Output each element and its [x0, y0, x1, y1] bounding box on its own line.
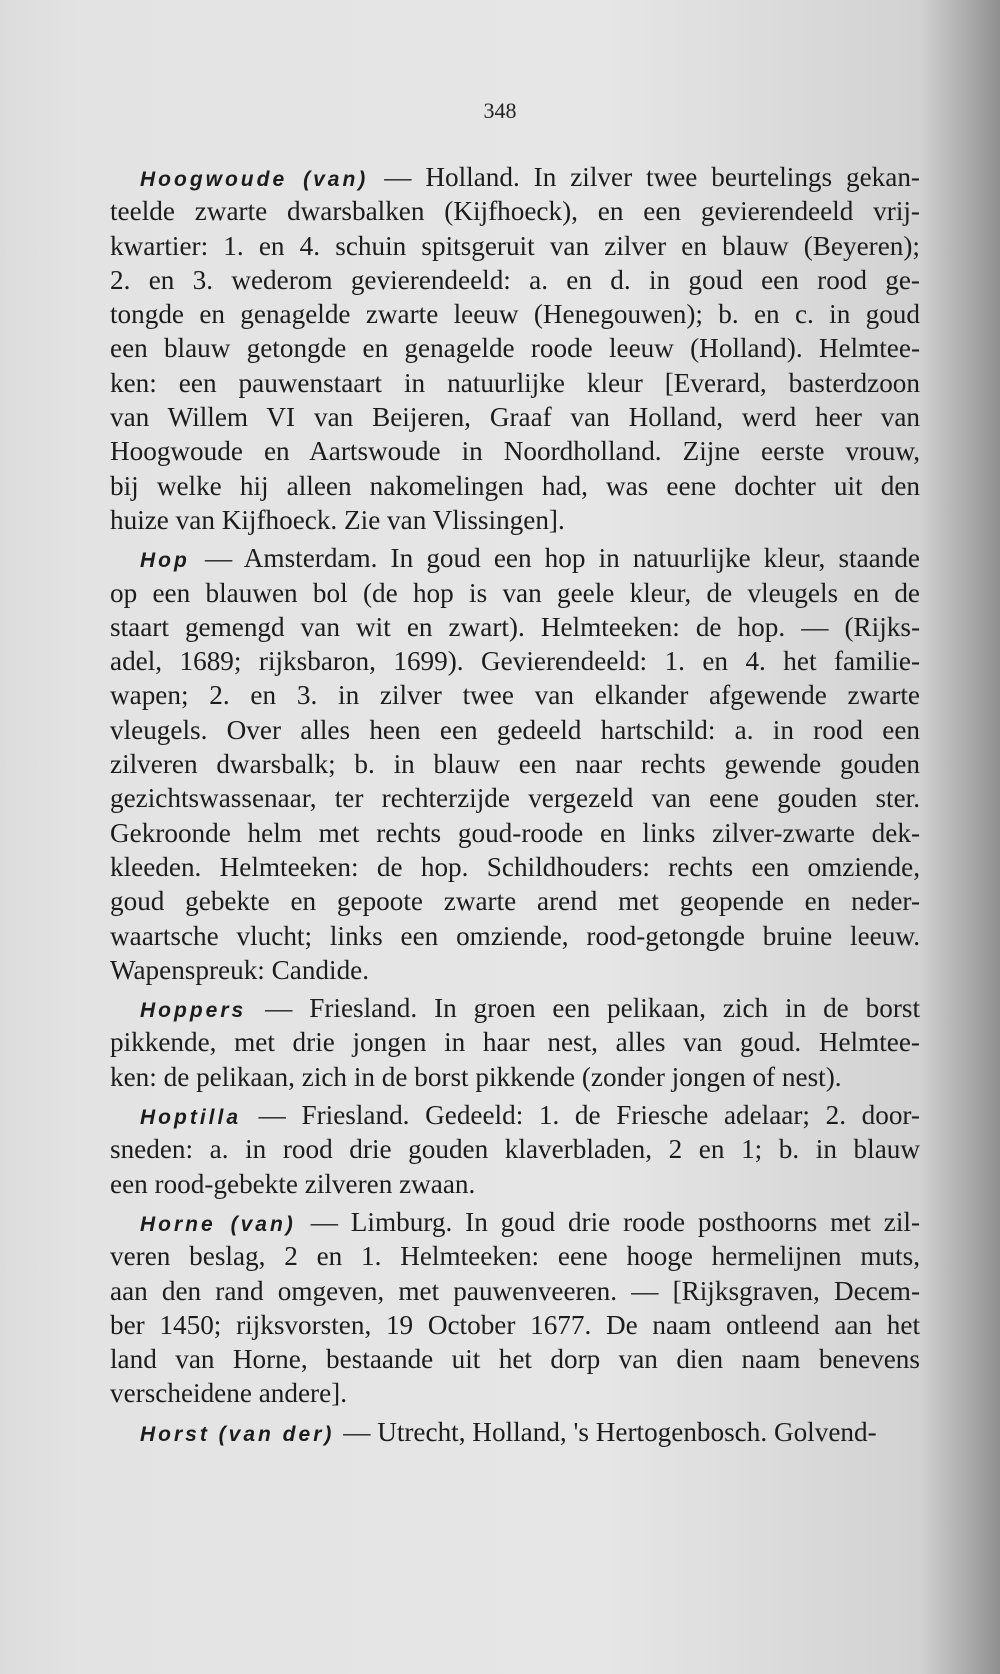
entry-headword: Hoogwoude (van)	[140, 168, 385, 191]
entry-first-line: Hop — Amsterdam. In goud een hop in natuurlijke kleur, staande	[140, 543, 920, 574]
entry-line: vleugels. Over alles heen een gedeeld hartschild: a. in rood een	[110, 714, 920, 745]
dictionary-entry	[110, 1415, 920, 1449]
dictionary-entry	[110, 541, 920, 987]
entry-line: Gekroonde helm met rechts goud-roode en links zilver-zwarte dek-	[110, 817, 920, 848]
entry-line: huize van Kijfhoeck. Zie van Vlissingen].	[110, 504, 565, 535]
page-number: 348	[483, 98, 517, 123]
entry-line: kleeden. Helmteeken: de hop. Schildhouders: rechts een omziende,	[110, 851, 920, 882]
entry-line: op een blauwen bol (de hop is van geele kleur, de vleugels en de	[110, 577, 920, 608]
entry-first-line: Horst (van der) — Utrecht, Holland, 's Hertogenbosch. Golvend-	[140, 1416, 877, 1447]
entry-headword: Horne (van)	[140, 1212, 311, 1236]
entry-line: 2. en 3. wederom gevierendeeld: a. en d. in goud een rood ge-	[110, 264, 920, 295]
entry-line: bij welke hij alleen nakomelingen had, was eene dochter uit den	[110, 470, 920, 501]
entry-line: verscheidene andere].	[110, 1378, 347, 1409]
entry-first-line: Hoptilla — Friesland. Gedeeld: 1. de Friesche adelaar; 2. door-	[140, 1100, 920, 1131]
entry-line: kwartier: 1. en 4. schuin spitsgeruit van zilver en blauw (Beyeren);	[110, 230, 920, 261]
entry-line: ber 1450; rijksvorsten, 19 October 1677. De naam ontleend aan het	[110, 1309, 920, 1340]
entry-line: veren beslag, 2 en 1. Helmteeken: eene hooge hermelijnen muts,	[110, 1241, 920, 1272]
entry-line: sneden: a. in rood drie gouden klaverbladen, 2 en 1; b. in blauw	[110, 1134, 920, 1165]
dictionary-entry	[110, 1098, 920, 1201]
entry-line: een blauw getongde en genagelde roode leeuw (Holland). Helmtee-	[110, 333, 920, 364]
entry-headword: Hop	[140, 549, 205, 573]
entry-line: adel, 1689; rijksbaron, 1699). Gevierendeeld: 1. en 4. het familie-	[110, 646, 920, 677]
entry-headword: Horst (van der)	[140, 1422, 344, 1446]
entry-line: waartsche vlucht; links een omziende, rood-getongde bruine leeuw.	[110, 920, 920, 951]
entry-first-line: Horne (van) — Limburg. In goud drie roode posthoorns met zil-	[140, 1206, 921, 1237]
entry-line: gezichtswassenaar, ter rechterzijde vergezeld van eene gouden ster.	[110, 783, 920, 814]
entry-first-line: Hoogwoude (van) — Holland. In zilver twee beurtelings gekan-	[140, 162, 920, 192]
entry-line: land van Horne, bestaande uit het dorp van dien naam benevens	[110, 1344, 920, 1375]
entry-line: ken: de pelikaan, zich in de borst pikkende (zonder jongen of nest).	[110, 1061, 842, 1092]
entry-line: zilveren dwarsbalk; b. in blauw een naar rechts gewende gouden	[110, 749, 920, 780]
entry-line: goud gebekte en gepoote zwarte arend met geopende en neder-	[110, 886, 920, 917]
entry-line: pikkende, met drie jongen in haar nest, alles van goud. Helmtee-	[110, 1027, 920, 1058]
entry-line: aan den rand omgeven, met pauwenveeren. — [Rijksgraven, Decem-	[110, 1275, 920, 1306]
entry-line: staart gemengd van wit en zwart). Helmteeken: de hop. — (Rijks-	[110, 611, 920, 642]
entry-headword: Hoptilla	[140, 1106, 259, 1130]
entry-line: Wapenspreuk: Candide.	[110, 954, 370, 985]
entry-line: teelde zwarte dwarsbalken (Kijfhoeck), en een gevierendeeld vrij-	[110, 196, 920, 227]
entry-line: van Willem VI van Beijeren, Graaf van Holland, werd heer van	[110, 402, 920, 433]
entry-line: wapen; 2. en 3. in zilver twee van elkander afgewende zwarte	[110, 680, 920, 711]
page-text	[110, 160, 920, 1453]
dictionary-entry	[110, 1205, 920, 1411]
dictionary-entry	[110, 160, 920, 537]
entry-line: tongde en genagelde zwarte leeuw (Henegouwen); b. en c. in goud	[110, 299, 920, 330]
dictionary-entry	[110, 991, 920, 1094]
entry-first-line: Hoppers — Friesland. In groen een pelikaan, zich in de borst	[140, 993, 921, 1024]
entry-headword: Hoppers	[140, 999, 266, 1023]
entry-line: ken: een pauwenstaart in natuurlijke kleur [Everard, basterdzoon	[110, 367, 920, 398]
entry-line: een rood-gebekte zilveren zwaan.	[110, 1168, 476, 1199]
entry-line: Hoogwoude en Aartswoude in Noordholland. Zijne eerste vrouw,	[110, 436, 920, 467]
